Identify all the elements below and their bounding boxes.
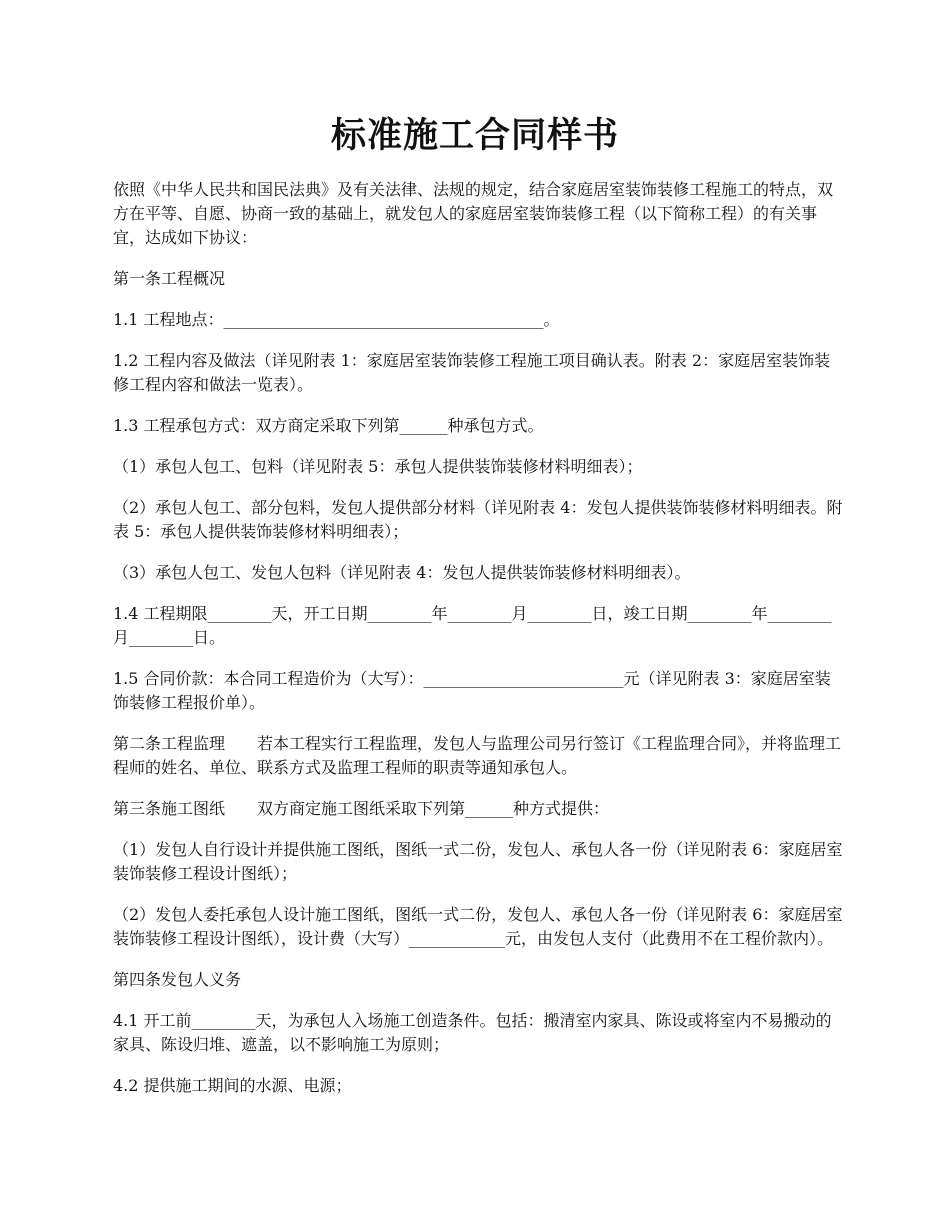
- article-1-heading: 第一条工程概况: [113, 269, 226, 288]
- clause-1-2: 1.2 工程内容及做法（详见附表 1：家庭居室装饰装修工程施工项目确认表。附表 2：家庭居室装饰装修工程内容和做法一览表）。: [113, 351, 831, 394]
- clause-1-3-option-3: （3）承包人包工、发包人包料（详见附表 4：发包人提供装饰装修材料明细表）。: [113, 563, 691, 582]
- clause-1-3-option-1: （1）承包人包工、包料（详见附表 5：承包人提供装饰装修材料明细表）；: [113, 457, 643, 476]
- article-4-heading: 第四条发包人义务: [113, 970, 242, 989]
- document-body: [113, 178, 843, 1115]
- clause-1-4: 1.4 工程期限________天，开工日期________年________月________日，竣工日期________年________月________日。: [113, 604, 832, 647]
- article-3-option-1: （1）发包人自行设计并提供施工图纸，图纸一式二份，发包人、承包人各一份（详见附表 6：家庭居室装饰装修工程设计图纸）；: [113, 840, 843, 883]
- clause-1-1: 1.1 工程地点：________________________________________。: [113, 310, 560, 329]
- clause-1-3-option-2: （2）承包人包工、部分包料，发包人提供部分材料（详见附表 4：发包人提供装饰装修材料明细表。附表 5：承包人提供装饰装修材料明细表）；: [113, 498, 843, 541]
- intro-paragraph: 依照《中华人民共和国民法典》及有关法律、法规的规定，结合家庭居室装饰装修工程施工的特点，双方在平等、自愿、协商一致的基础上，就发包人的家庭居室装饰装修工程（以下简称工程）的有关事宜，达成如下协议：: [113, 180, 834, 247]
- clause-4-2: 4.2 提供施工期间的水源、电源；: [113, 1076, 352, 1095]
- clause-1-5: 1.5 合同价款：本合同工程造价为（大写）：_________________________元（详见附表 3：家庭居室装饰装修工程报价单）。: [113, 669, 831, 712]
- document-title: 标准施工合同样书: [330, 115, 619, 156]
- clause-4-1: 4.1 开工前________天，为承包人入场施工创造条件。包括：搬清室内家具、陈设或将室内不易搬动的家具、陈设归堆、遮盖，以不影响施工为原则；: [113, 1011, 832, 1054]
- article-3-paragraph: 第三条施工图纸 双方商定施工图纸采取下列第______种方式提供：: [113, 799, 610, 818]
- article-2-paragraph: 第二条工程监理 若本工程实行工程监理，发包人与监理公司另行签订《工程监理合同》，并将监理工程师的姓名、单位、联系方式及监理工程师的职责等通知承包人。: [113, 734, 842, 777]
- clause-1-3: 1.3 工程承包方式：双方商定采取下列第______种承包方式。: [113, 416, 544, 435]
- article-3-option-2: （2）发包人委托承包人设计施工图纸，图纸一式二份，发包人、承包人各一份（详见附表 6：家庭居室装饰装修工程设计图纸），设计费（大写）____________元，由发包人支付（此费用不在工程价款内）。: [113, 905, 843, 948]
